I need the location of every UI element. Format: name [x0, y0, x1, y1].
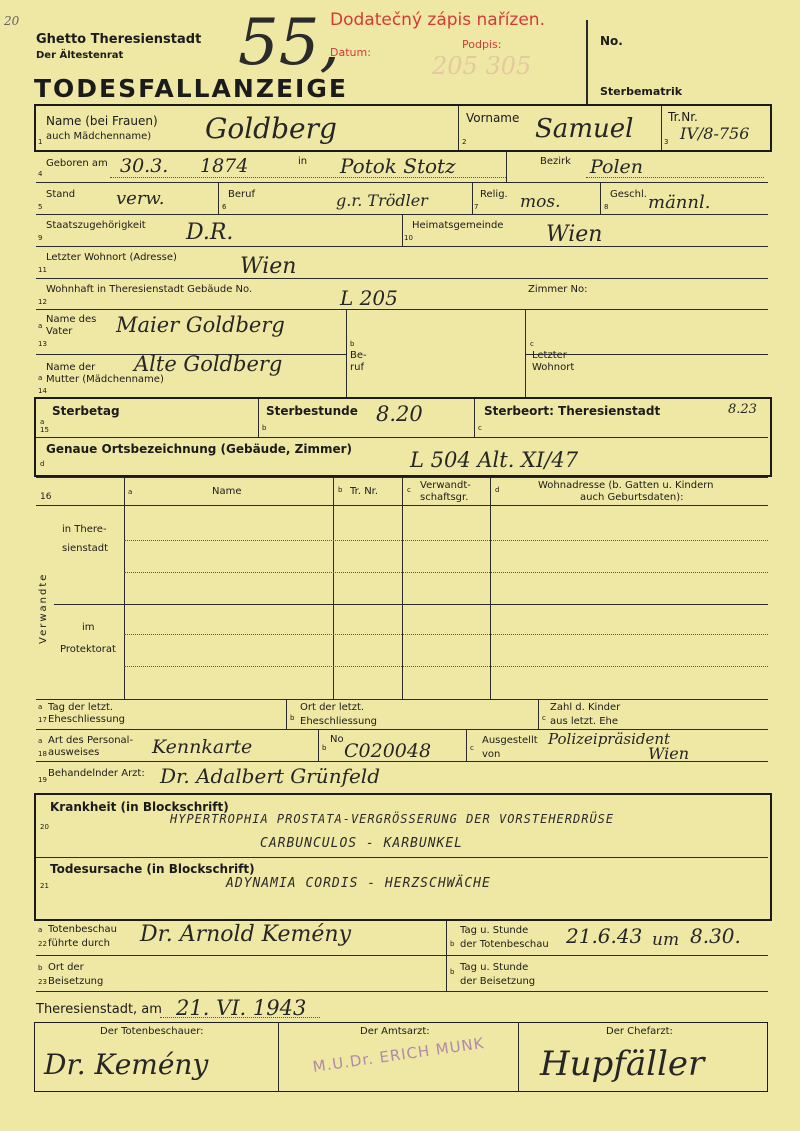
- official-physician-stamp: M.U.Dr. ERICH MUNK: [311, 1034, 486, 1076]
- building-value: L 205: [340, 286, 398, 310]
- religion-value: mos.: [520, 192, 561, 212]
- surname-value: Goldberg: [205, 112, 337, 145]
- district-label: Bezirk: [540, 156, 571, 167]
- in-protectorate-label: im: [82, 622, 95, 633]
- tr-nr-label: Tr.Nr.: [668, 110, 698, 124]
- relatives-trnr-header: Tr. Nr.: [350, 486, 379, 497]
- form-title: TODESFALLANZEIGE: [34, 74, 348, 103]
- faint-stamp-number: 205 305: [432, 52, 532, 80]
- death-certificate-sheet: 20 Ghetto Theresienstadt Der Ältestenrat TODESFALLANZEIGE 55, Dodatečný zápis nařízen. Datum: Podpis: 205 305 No. Sterbematrik Name (bei Frauen) auch Mädchenname) 1 Goldberg Vorname 2 Samuel Tr.Nr. 3 IV/8-756 Geboren am 4 30.3. 1874 in Potok Stotz Bezirk Polen Stand 5 verw. Beruf 6 g.r. Trödler Relig. 7 mos. Geschl. 8 männl. Staatszugehörigkeit 9 D.R. Heimatsgemeinde 10 Wien Letzter Wohnort (Adresse) 11 Wien Wohnhaft in Theresienstadt Gebäude No. 12 L 205 Zimmer No: a Name des Vater 13 Maier Goldberg b Be- ruf c Letzter Wohnort a Name der Mutter (Mädchenname) 14 Alte Goldberg Sterbetag a 15 Sterbestunde b 8.20 Sterbeort: Theresienstadt c 8.23 Genaue Ortsbezeichnung (Gebäude, Zimmer) d L 504 Alt. XI/47 16 a Name b Tr. Nr. c Verwandt- schaftsgr. d Wohnadresse (b. Gatten u. Kindern auch Geburtsdaten): in There- sienstadt im Protektorat Verwandte a Tag der letzt. 17 Eheschliessung b Ort der letzt. Eheschliessung c Zahl d. Kinder aus letzt. Ehe a Art des Personal- 18 ausweises Kennkarte b No C020048 c Ausgestellt von Polizeipräsident Wien Behandelnder Arzt: 19 Dr. Adalbert Grünfeld Krankheit (in Blockschrift) 20 HYPERTROPHIA PROSTATA-VERGRÖSSERUNG DER VORSTEHERDRÜSE CARBUNCULOS - KARBUNKEL Todesursache (in Blockschrift) 21 ADYNAMIA CORDIS - HERZSCHWÄCHE a Totenbeschau 22 führte durch Dr. Arnold Kemény b Tag u. Stunde der Totenbeschau 21.6.43 um 8.30. b Ort der 23 Beisetzung b Tag u. Stunde der Beisetzung Theresienstadt, am 21. VI. 1943 Der Totenbeschauer: Der Amtsarzt: Der Chefarzt: Dr. Kemény M.U.Dr. ERICH MUNK Hupfäller: [0, 0, 800, 1131]
- children-count-label: Zahl d. Kinder: [550, 702, 621, 713]
- corner-mark: 20: [4, 14, 20, 28]
- death-place-mark: 8.23: [728, 402, 757, 417]
- relatives-side-label: Verwandte: [38, 572, 49, 644]
- id-number-value: C020048: [344, 740, 432, 762]
- father-value: Maier Goldberg: [116, 313, 285, 337]
- room-label: Zimmer No:: [528, 284, 588, 295]
- examination-hour-value: 8.30.: [690, 924, 741, 948]
- tr-nr-value: IV/8-756: [680, 124, 750, 143]
- parent-residence-label: Letzter: [532, 350, 567, 361]
- examiner-signature: Dr. Kemény: [44, 1048, 209, 1081]
- exact-location-label: Genaue Ortsbezeichnung (Gebäude, Zimmer): [46, 442, 353, 456]
- burial-time-label: Tag u. Stunde: [460, 962, 529, 973]
- examination-date-value: 21.6.43: [566, 924, 643, 948]
- marriage-place-label: Ort der letzt.: [300, 702, 365, 713]
- mother-value: Alte Goldberg: [134, 352, 283, 376]
- disease-label: Krankheit (in Blockschrift): [50, 800, 229, 814]
- vorname-label: Vorname: [466, 111, 520, 125]
- chief-physician-label: Der Chefarzt:: [606, 1026, 673, 1037]
- birthplace-value: Potok Stotz: [340, 154, 456, 178]
- sex-label: Geschl.: [610, 189, 647, 200]
- mother-label: Name der: [46, 362, 96, 373]
- stamp-title: Dodatečný zápis nařízen.: [330, 10, 545, 30]
- relatives-relation-header: Verwandt-: [420, 480, 471, 491]
- in-theresienstadt-label: in There-: [62, 524, 107, 535]
- id-type-label: Art des Personal-: [48, 735, 134, 746]
- last-residence-label: Letzter Wohnort (Adresse): [46, 252, 177, 263]
- exact-location-value: L 504 Alt. XI/47: [410, 448, 579, 472]
- father-label: Name des: [46, 314, 97, 325]
- sex-value: männl.: [648, 192, 711, 213]
- physician-label: Behandelnder Arzt:: [48, 768, 145, 779]
- examination-um-value: um: [652, 930, 680, 950]
- register-label: Sterbematrik: [600, 85, 683, 98]
- cause-of-death-value: ADYNAMIA CORDIS - HERZSCHWÄCHE: [226, 876, 491, 891]
- issued-by-value: Polizeipräsident: [548, 730, 671, 748]
- death-hour-value: 8.20: [376, 402, 423, 426]
- marriage-date-label: Tag der letzt.: [48, 702, 114, 713]
- district-value: Polen: [590, 156, 644, 178]
- parent-occupation-label: Be-: [350, 350, 367, 361]
- disease-value-1: HYPERTROPHIA PROSTATA-VERGRÖSSERUNG DER VORSTEHERDRÜSE: [170, 812, 615, 826]
- examination-time-label: Tag u. Stunde: [460, 925, 529, 936]
- born-label: Geboren am: [46, 158, 108, 169]
- physician-value: Dr. Adalbert Grünfeld: [160, 764, 381, 788]
- chief-physician-signature: Hupfäller: [540, 1044, 705, 1084]
- council-name: Der Ältestenrat: [36, 50, 124, 61]
- death-date-label: Sterbetag: [52, 404, 120, 418]
- born-year-value: 1874: [200, 155, 249, 177]
- born-day-value: 30.3.: [120, 155, 169, 177]
- place-date-label: Theresienstadt, am: [36, 1002, 162, 1017]
- citizenship-label: Staatszugehörigkeit: [46, 220, 146, 231]
- status-value: verw.: [116, 188, 165, 209]
- death-place-label: Sterbeort: Theresienstadt: [484, 404, 661, 418]
- stamp-date-label: Datum:: [330, 46, 371, 59]
- last-residence-value: Wien: [240, 254, 297, 279]
- issue-date-value: 21. VI. 1943: [176, 996, 307, 1020]
- maiden-name-label: auch Mädchenname): [46, 131, 152, 142]
- occupation-label: Beruf: [228, 189, 255, 200]
- vorname-value: Samuel: [535, 114, 634, 144]
- occupation-value: g.r. Trödler: [336, 191, 428, 210]
- official-physician-label: Der Amtsarzt:: [360, 1026, 430, 1037]
- relatives-name-header: Name: [212, 486, 242, 497]
- number-label: No.: [600, 34, 623, 48]
- status-label: Stand: [46, 189, 76, 200]
- burial-place-label: Ort der: [48, 962, 84, 973]
- relatives-address-header: Wohnadresse (b. Gatten u. Kindern: [538, 480, 714, 491]
- ghetto-name: Ghetto Theresienstadt: [36, 32, 202, 47]
- home-community-value: Wien: [546, 222, 603, 247]
- theresienstadt-building-label: Wohnhaft in Theresienstadt Gebäude No.: [46, 284, 253, 295]
- cause-of-death-label: Todesursache (in Blockschrift): [50, 862, 255, 876]
- stamp-signed-label: Podpis:: [462, 38, 502, 51]
- citizenship-value: D.R.: [186, 220, 234, 245]
- issued-by-city-value: Wien: [648, 744, 690, 763]
- issued-by-label: Ausgestellt: [482, 735, 538, 746]
- death-hour-label: Sterbestunde: [266, 404, 358, 418]
- religion-label: Relig.: [480, 189, 508, 200]
- examination-by-label: Totenbeschau: [48, 924, 117, 935]
- home-community-label: Heimatsgemeinde: [412, 220, 504, 231]
- birthplace-label: in: [298, 156, 308, 167]
- disease-value-2: CARBUNCULOS - KARBUNKEL: [260, 836, 464, 851]
- big-handwritten-number: 55,: [238, 6, 340, 80]
- examiner-value: Dr. Arnold Kemény: [140, 922, 351, 947]
- name-label: Name (bei Frauen): [46, 114, 158, 128]
- examiner-signature-label: Der Totenbeschauer:: [100, 1026, 204, 1037]
- id-type-value: Kennkarte: [152, 736, 253, 758]
- id-number-label: No: [330, 734, 344, 745]
